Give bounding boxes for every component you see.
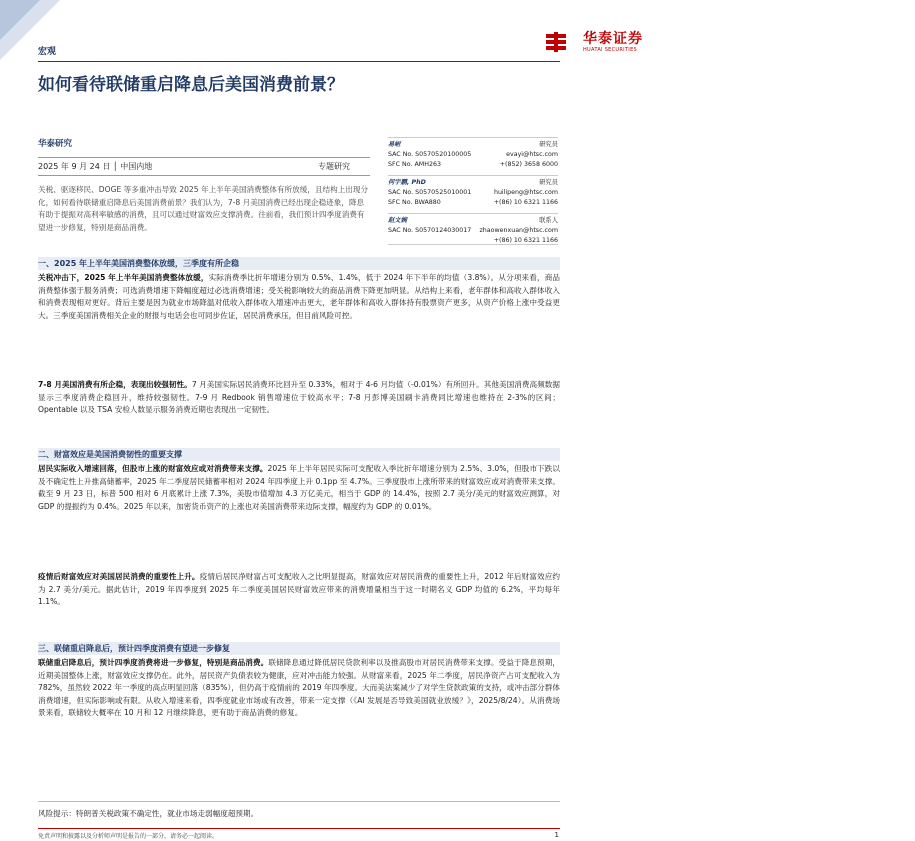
section-title: 三、联储重启降息后，预计四季度消费有望进一步修复 [38,644,230,653]
brand-logo [545,31,643,53]
analyst-name: 何宇鹏, PhD [388,179,426,186]
analyst-card [388,216,558,246]
divider [388,175,558,176]
analyst-card [388,140,558,170]
analyst-phone: +(86) 10 6321 1166 [493,199,558,206]
analyst-role: 研究员 [539,179,558,186]
analyst-phone: +(86) 10 6321 1166 [493,237,558,244]
paragraph-lead: 联储重启降息后，预计四季度消费将进一步修复，特别是商品消费。 [38,658,269,667]
analyst-email[interactable]: zhaowenxuan@htsc.com [479,227,558,234]
analyst-card [388,178,558,208]
paragraph-lead: 居民实际收入增速回落，但股市上涨的财富效应或对消费带来支撑。 [38,464,268,473]
paragraph-text: 2025 年上半年居民实际可支配收入季比折年增速分别为 2.5%、3.0%，但股市下跌以及不确定性上升推高储蓄率，2025 年二季度居民储蓄率相对 2024 年四季度上升 0.1pp 至 4.7%。三季度股市上涨所带来的财富效应或对消费带来支撑。截至 9 月 23 日，标普 500 相对 6 月底累计上涨 7.3%，美股市值增加 4.3 万亿美元，相当于 GDP 的 14.4%，按照 2.7 美分/美元的财富效应测算，对 GDP 的提振约为 0.4%。2025 年以来，加密货币资产的上涨也对美国消费带来边际支撑，幅度约为 GDP 的 0.01%。 [38,464,561,511]
analyst-phone: +(852) 3658 6000 [499,161,558,168]
section-title: 一、2025 年上半年美国消费整体放缓，三季度有所企稳 [38,259,240,268]
logo-mark-icon [545,32,567,52]
analyst-sac: SAC No. S0570124030017 [388,227,472,234]
paragraph-text: 联储降息通过降低居民贷款利率以及推高股市对居民消费带来支撑。受益于降息预期，近期美国整体上涨，财富效应支撑仍在。此外，居民资产负债表较为健康，应对冲击能力较强。从财富来看，2025 年二季度，居民净资产占可支配收入为 782%，虽然较 2022 年一季度的高点明显回落（835%），但仍高于疫情前的 2019 年四季度。大而美法案减少了对学生贷款政策的支持，或冲击部分群体消费增速，但实际影响或有限。从收入增速来看，四季度就业市场或有改善，带来一定支撑（《AI 发展是否导致美国就业放缓？》，2025/8/24）。从消费场景来看，联储较大概率在 10 月和 12 月继续降息，更有助于商品消费的修复。 [38,658,560,717]
paragraph-lead: 疫情后财富效应对美国居民消费的重要性上升。 [38,572,200,581]
footer-rule [38,828,560,829]
analyst-name: 易峘 [388,141,401,148]
paragraph-lead: 关税冲击下，2025 年上半年美国消费整体放缓， [38,273,209,282]
analyst-sac: SAC No. S0570525010001 [388,189,472,196]
logo-text: 华泰证券 [583,31,643,47]
analyst-role: 研究员 [539,141,558,148]
divider [388,137,558,138]
divider [38,157,370,158]
divider [38,801,560,802]
footer-disclaimer: 免责声明和披露以及分析师声明是报告的一部分，请务必一起阅读。 [38,833,219,840]
divider [38,175,370,176]
page-number: 1 [554,831,559,839]
analyst-sfc: SFC No. AMH263 [388,161,441,168]
report-type: 专题研究 [318,162,350,171]
paragraph-lead: 7-8 月美国消费有所企稳，表现出较强韧性。 [38,380,192,389]
body-paragraph [38,571,560,609]
report-date: 2025 年 9 月 24 日 │ 中国内地 [38,162,153,171]
body-paragraph [38,463,560,513]
paragraph-text: 7 月美国实际居民消费环比回升至 0.33%，相对于 4-6 月均值（-0.01%）有所回升。其他美国消费高频数据显示三季度消费企稳回升，维持较强韧性。7-9 月 Redbook 销售增速位于较高水平；7-8 月彭博美国刷卡消费同比增速也维持在 2-3%的区间；Opentable 以及 TSA 安检人数显示服务消费近期也表现出一定韧性。 [38,380,560,414]
header-rule [38,61,560,62]
section-title: 二、财富效应是美国消费韧性的重要支撑 [38,450,182,459]
risk-warning: 风险提示：特朗普关税政策不确定性，就业市场走弱幅度超预期。 [38,809,259,818]
analyst-sac: SAC No. S0570520100005 [388,151,472,158]
body-paragraph [38,272,560,322]
section-tag: 宏观 [38,47,57,57]
body-paragraph [38,379,560,417]
divider [388,213,558,214]
org-name: 华泰研究 [38,139,73,149]
analyst-email[interactable]: evayi@htsc.com [506,151,558,158]
page-title: 如何看待联储重启降息后美国消费前景？ [38,75,344,95]
divider [388,244,558,245]
analyst-sfc: SFC No. BWA880 [388,199,441,206]
summary-paragraph: 关税、驱逐移民、DOGE 等多重冲击导致 2025 年上半年美国消费整体有所放缓，且结构上出现分化，如何看待联储重启降息后美国消费前景？我们认为，7-8 月美国消费已经出现企稳迹象，降息有助于提振对高利率敏感的消费，且可以通过财富效应支撑消费。往前看，我们预计四季度消费有望进一步修复，特别是商品消费。 [38,185,369,232]
paragraph-text: 疫情后居民净财富占可支配收入之比明显提高，财富效应对居民消费的重要性上升，2012 年后财富效应约为 2.7 美分/美元。据此估计，2019 年四季度到 2025 年二季度美国居民财富效应带来的消费增量相当于这一时期名义 GDP 均值的 6.2%，平均每年 1.1%。 [38,572,561,606]
logo-text-en: HUATAI SECURITIES [583,47,637,53]
analyst-role: 联系人 [539,217,558,224]
analyst-email[interactable]: huilipeng@htsc.com [493,189,558,196]
paragraph-text: 实际消费季比折年增速分别为 0.5%、1.4%，低于 2024 年下半年的均值（3.8%）。从分项来看，商品消费整体强于服务消费；可选消费增速下降幅度超过必选消费增速；受关税影响较大的商品消费下降更加明显。从结构上来看，老年群体和高收入群体收入和消费表现相对更好。背后主要是因为就业市场降温对低收入群体收入增速冲击更大，老年群体和高收入群体持有股票资产更多，从资产价格上涨中受益更大。三季度美国消费相关企业的财报与电话会也可同步佐证，居民消费承压，但目前风险可控。 [38,273,561,320]
body-paragraph [38,657,560,720]
analyst-name: 赵文婉 [388,217,407,224]
